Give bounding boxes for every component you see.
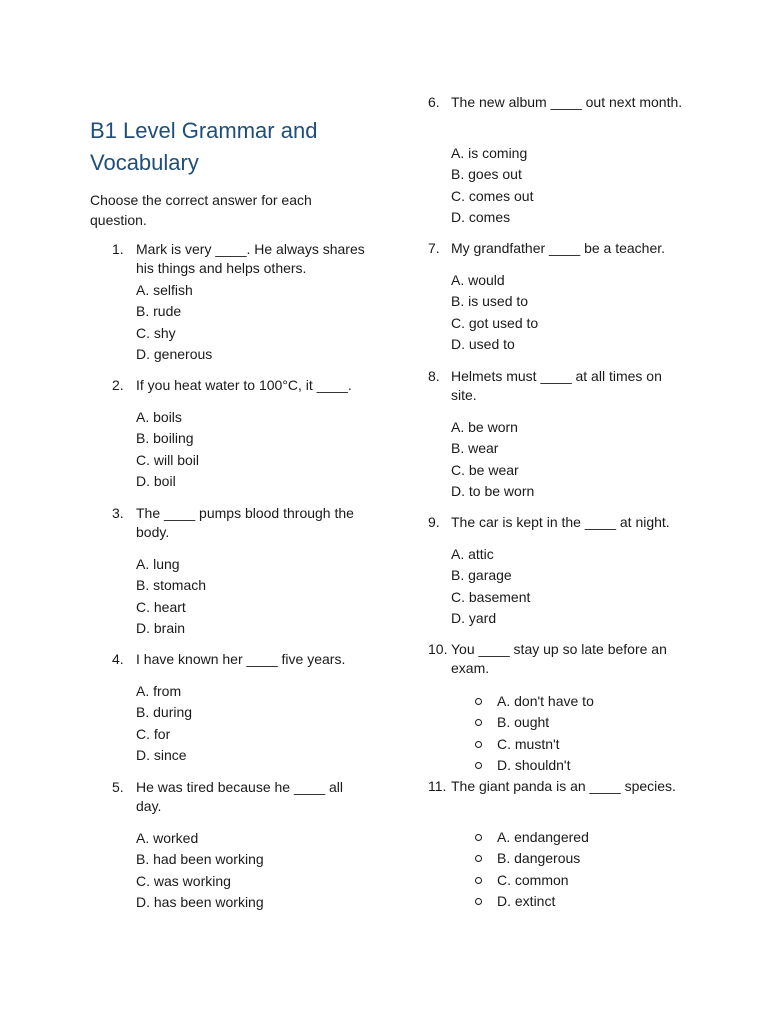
question-number: 2. <box>112 377 124 393</box>
question-text: Mark is very ____. He always shares his things and helps others. <box>136 241 365 276</box>
option <box>475 827 589 848</box>
options-list <box>451 143 533 228</box>
option: C. heart <box>136 598 186 615</box>
option: D. boil <box>136 472 176 489</box>
option <box>475 712 594 733</box>
page-title: B1 Level Grammar and Vocabulary <box>90 118 318 175</box>
option-label: A. endangered <box>497 829 589 845</box>
question-number: 8. <box>428 368 440 384</box>
option: D. yard <box>451 609 497 626</box>
option: D. has been working <box>136 893 264 910</box>
options-list <box>451 417 534 502</box>
option <box>475 870 589 891</box>
option: C. comes out <box>451 187 534 204</box>
option <box>475 734 594 755</box>
option-label: A. don't have to <box>497 693 594 709</box>
option: D. comes <box>451 208 511 225</box>
option: C. got used to <box>451 314 539 331</box>
option: C. shy <box>136 324 176 341</box>
question-number: 7. <box>428 240 440 256</box>
option: B. goes out <box>451 166 522 183</box>
option: A. selfish <box>136 282 193 298</box>
question-text: My grandfather ____ be a teacher. <box>451 240 666 256</box>
options-list <box>136 681 192 766</box>
option: B. is used to <box>451 293 529 310</box>
option: B. rude <box>136 303 182 320</box>
option: C. will boil <box>136 451 200 468</box>
option-label: B. dangerous <box>497 850 581 867</box>
option-label: B. ought <box>497 714 550 731</box>
options-list <box>451 544 530 629</box>
option: D. to be worn <box>451 482 535 499</box>
option: B. boiling <box>136 430 194 447</box>
option: A. attic <box>451 546 494 562</box>
circle-bullet-icon <box>475 741 482 748</box>
circle-bullet-icon <box>475 855 482 862</box>
circle-bullet-icon <box>475 719 482 726</box>
option: B. stomach <box>136 577 207 594</box>
question-number: 3. <box>112 505 124 521</box>
option <box>475 848 589 869</box>
question-text: The ____ pumps blood through the body. <box>136 505 354 540</box>
option: A. lung <box>136 556 180 572</box>
question-text: The giant panda is an ____ species. <box>451 778 676 794</box>
option: D. since <box>136 746 187 763</box>
question-number: 4. <box>112 651 124 667</box>
option: B. during <box>136 704 193 721</box>
circle-bullet-icon <box>475 698 482 705</box>
options-list <box>136 828 264 913</box>
option <box>475 691 594 712</box>
options-list <box>451 270 538 355</box>
option: A. would <box>451 272 505 288</box>
option: B. wear <box>451 440 499 457</box>
option: D. brain <box>136 619 186 636</box>
circle-bullet-icon <box>475 834 482 841</box>
option-label: D. extinct <box>497 892 556 909</box>
options-list <box>475 827 589 912</box>
option: A. boils <box>136 409 182 425</box>
question-text: If you heat water to 100°C, it ____. <box>136 377 352 393</box>
question-number: 6. <box>428 94 440 110</box>
circle-bullet-icon <box>475 898 482 905</box>
question-text: He was tired because he ____ all day. <box>136 779 344 814</box>
option: C. for <box>136 725 171 742</box>
option: A. is coming <box>451 145 528 161</box>
option: A. be worn <box>451 419 518 435</box>
option: B. had been working <box>136 851 264 868</box>
question-number: 1. <box>112 241 124 257</box>
option: C. basement <box>451 588 531 605</box>
option-label: C. mustn't <box>497 735 560 752</box>
question-number: 10. <box>428 641 448 657</box>
question-number: 11. <box>428 778 447 794</box>
question-text: I have known her ____ five years. <box>136 651 346 667</box>
option: A. from <box>136 683 182 699</box>
option <box>475 891 589 912</box>
option: D. generous <box>136 345 213 362</box>
question-text: Helmets must ____ at all times on site. <box>451 368 662 403</box>
option: C. be wear <box>451 461 519 478</box>
options-list <box>475 691 594 776</box>
option: C. was working <box>136 872 231 889</box>
instructions: Choose the correct answer for each question. <box>90 192 312 228</box>
options-list <box>136 554 206 639</box>
question-text: The car is kept in the ____ at night. <box>451 514 670 530</box>
question-text: You ____ stay up so late before an exam. <box>451 641 667 676</box>
options-list <box>136 280 212 365</box>
option-label: C. common <box>497 871 569 888</box>
option: B. garage <box>451 567 512 584</box>
circle-bullet-icon <box>475 762 482 769</box>
circle-bullet-icon <box>475 877 482 884</box>
question-number: 5. <box>112 779 124 795</box>
option: A. worked <box>136 830 199 846</box>
option-label: D. shouldn't <box>497 756 571 773</box>
option <box>475 755 594 776</box>
option: D. used to <box>451 335 515 352</box>
question-number: 9. <box>428 514 440 530</box>
question-text: The new album ____ out next month. <box>451 94 683 110</box>
options-list <box>136 407 199 492</box>
